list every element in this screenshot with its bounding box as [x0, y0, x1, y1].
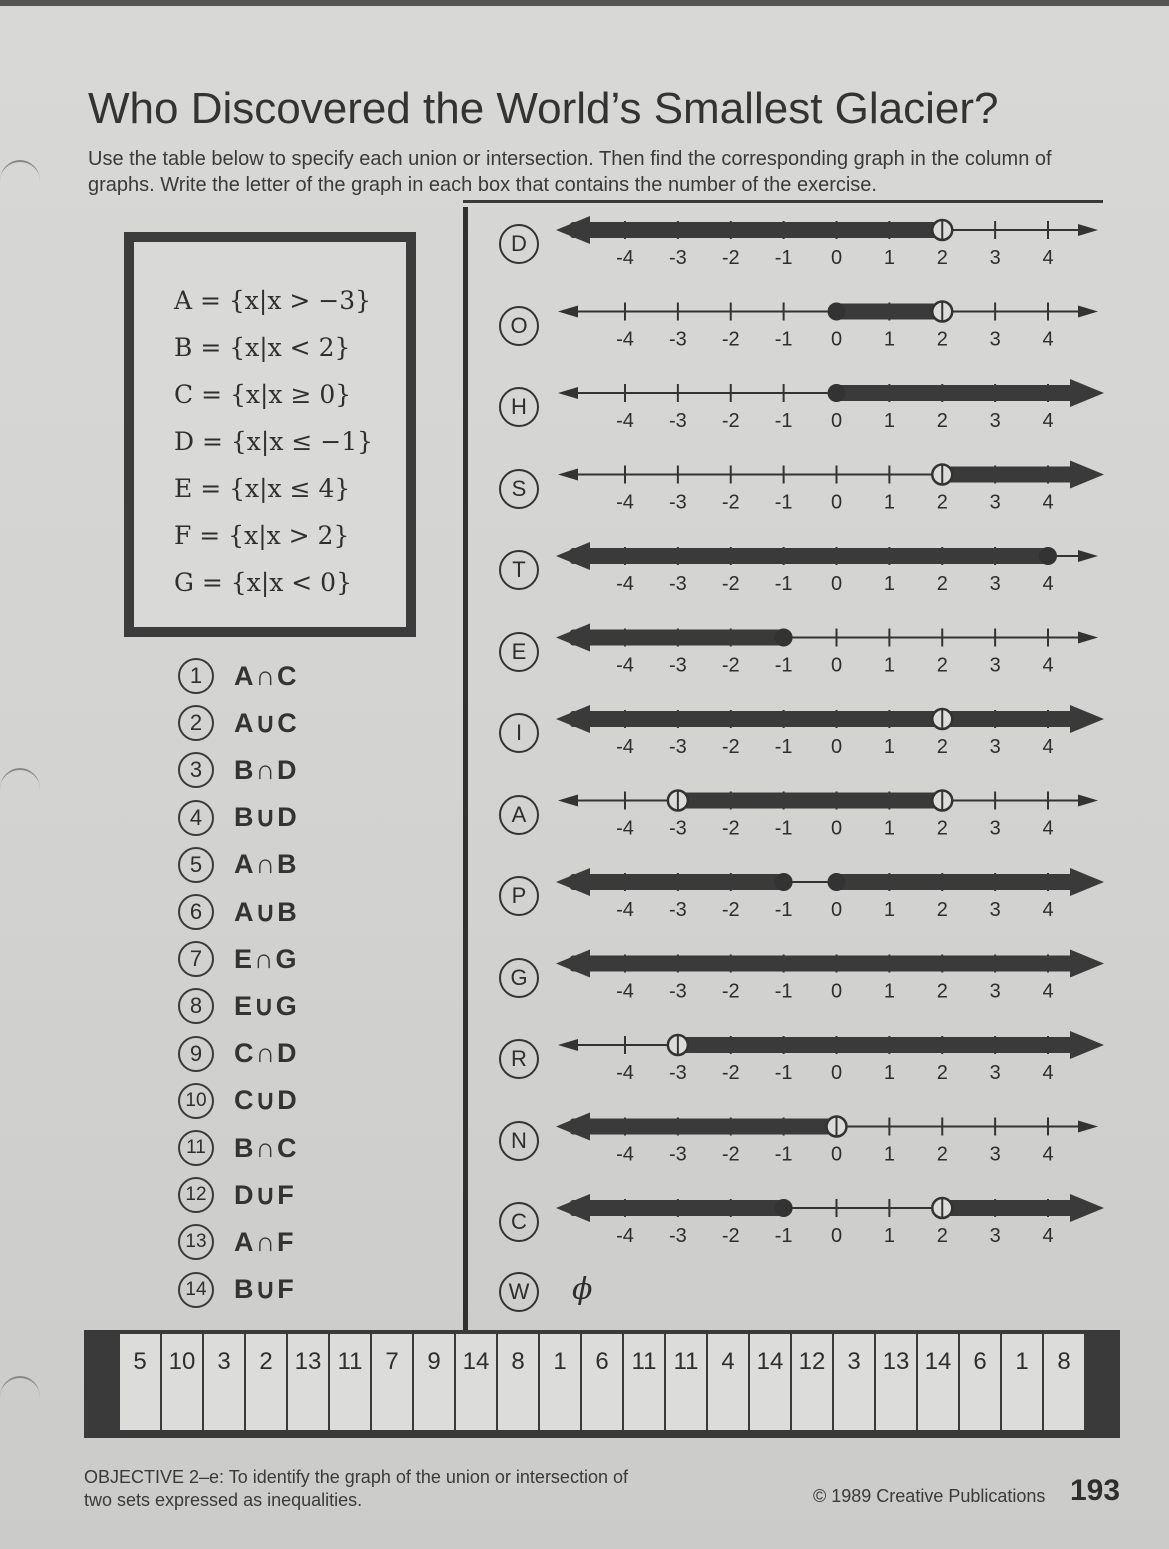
exercise-expression: D∪F [234, 1179, 296, 1210]
graph-letter: P [499, 876, 539, 916]
shaded-segment [942, 467, 1080, 483]
axis-arrow-right [1078, 224, 1098, 236]
answer-box[interactable]: 10 [162, 1334, 204, 1430]
tick-label: 1 [883, 817, 895, 840]
graph-letter: O [499, 306, 539, 346]
tick-label: 3 [989, 980, 1001, 1003]
shaded-arrow-left [556, 868, 590, 896]
tick-label: 0 [830, 410, 843, 432]
tick-label: 4 [1042, 1143, 1054, 1166]
tick-label: 3 [989, 1143, 1001, 1166]
tick-label: 0 [830, 1062, 843, 1084]
shaded-segment [678, 793, 942, 809]
tick-label: -2 [721, 1225, 740, 1247]
shaded-arrow-right [1070, 868, 1104, 896]
tick-label: -3 [668, 899, 687, 921]
shaded-segment [570, 874, 784, 890]
shaded-arrow-left [556, 950, 590, 978]
tick-label: 3 [989, 247, 1001, 269]
tick-label: -4 [616, 980, 634, 1003]
exercise-expression: E∪G [234, 990, 299, 1021]
number-line [556, 1194, 1104, 1247]
tick-label: -1 [774, 654, 793, 677]
answer-strip [84, 1330, 1120, 1438]
shaded-segment [837, 304, 943, 320]
answer-box[interactable]: 13 [876, 1334, 918, 1430]
answer-box[interactable]: 11 [330, 1334, 372, 1430]
exercise-number: 8 [178, 988, 214, 1024]
tick-label: -2 [721, 410, 740, 432]
tick-label: 0 [830, 1225, 843, 1247]
tick-label: 0 [830, 899, 843, 921]
shaded-segment [570, 222, 942, 238]
answer-box[interactable]: 2 [246, 1334, 288, 1430]
shaded-arrow-left [556, 1113, 590, 1141]
answer-box[interactable]: 7 [372, 1334, 414, 1430]
tick-label: -3 [668, 736, 687, 758]
tick-label: 2 [936, 980, 948, 1003]
tick-label: -1 [774, 573, 793, 595]
tick-label: 2 [936, 573, 948, 595]
tick-label: 4 [1042, 1225, 1054, 1247]
tick-label: -2 [721, 573, 740, 595]
exercise-expression: A∩B [234, 849, 299, 880]
answer-box[interactable]: 1 [540, 1334, 582, 1430]
tick-label: 4 [1042, 573, 1054, 595]
tick-label: 2 [936, 491, 948, 514]
shaded-segment [570, 630, 784, 646]
shaded-arrow-left [556, 624, 590, 652]
shaded-arrow-right [1070, 1194, 1104, 1222]
exercise-number: 9 [178, 1036, 214, 1072]
answer-box[interactable]: 11 [666, 1334, 708, 1430]
exercise-number: 12 [178, 1177, 214, 1213]
set-definition: B = {x|x < 2} [174, 333, 351, 362]
set-definition: A = {x|x > −3} [174, 286, 372, 315]
tick-label: -1 [774, 899, 793, 921]
tick-label: -2 [721, 736, 740, 758]
shaded-segment [837, 385, 1081, 401]
tick-label: 1 [883, 1225, 895, 1247]
set-definition: G = {x|x < 0} [174, 568, 352, 597]
graph-letter: G [499, 958, 539, 998]
answer-box[interactable]: 5 [120, 1334, 162, 1430]
shaded-segment [570, 1200, 784, 1216]
tick-label: -4 [616, 410, 634, 432]
tick-label: 0 [830, 736, 843, 758]
tick-label: 4 [1042, 247, 1054, 269]
shaded-arrow-left [556, 542, 590, 570]
axis-arrow-right [1078, 1121, 1098, 1133]
tick-label: -3 [668, 410, 687, 432]
set-definition: C = {x|x ≥ 0} [174, 380, 352, 409]
closed-endpoint [1039, 547, 1057, 565]
graph-letter: N [499, 1121, 539, 1161]
tick-label: 2 [936, 654, 948, 677]
tick-label: 0 [830, 247, 843, 269]
tick-label: -4 [616, 491, 634, 514]
exercise-expression: A∪C [234, 707, 299, 738]
exercise-expression: A∩C [234, 660, 299, 691]
tick-label: 0 [830, 573, 843, 595]
tick-label: -4 [616, 899, 634, 921]
tick-label: 4 [1042, 491, 1054, 514]
exercise-number: 14 [178, 1272, 214, 1308]
exercise-number: 13 [178, 1224, 214, 1260]
axis-arrow-right [1078, 632, 1098, 644]
tick-label: -2 [721, 899, 740, 921]
answer-box[interactable]: 8 [498, 1334, 540, 1430]
answer-box[interactable]: 11 [624, 1334, 666, 1430]
tick-label: 0 [830, 1143, 843, 1166]
exercise-number: 1 [178, 658, 214, 694]
tick-label: -3 [668, 980, 687, 1003]
shaded-arrow-right [1070, 1031, 1104, 1059]
tick-label: 2 [936, 1143, 948, 1166]
tick-label: -2 [721, 980, 740, 1003]
tick-label: -4 [616, 328, 634, 351]
tick-label: -3 [668, 491, 687, 514]
exercise-number: 10 [178, 1083, 214, 1119]
tick-label: -3 [668, 247, 687, 269]
tick-label: -4 [616, 1143, 634, 1166]
answer-box[interactable]: 14 [918, 1334, 960, 1430]
closed-endpoint [828, 384, 846, 402]
tick-label: -1 [774, 247, 793, 269]
tick-label: 3 [989, 573, 1001, 595]
tick-label: 2 [936, 328, 948, 351]
graph-letter: S [499, 469, 539, 509]
set-definition: F = {x|x > 2} [174, 521, 350, 550]
shaded-arrow-right [1070, 379, 1104, 407]
closed-endpoint [775, 1199, 793, 1217]
tick-label: -4 [616, 654, 634, 677]
tick-label: -4 [616, 573, 634, 595]
tick-label: 1 [883, 736, 895, 758]
graph-letter: A [499, 795, 539, 835]
answer-box[interactable]: 3 [834, 1334, 876, 1430]
tick-label: -4 [616, 247, 634, 269]
tick-label: 1 [883, 980, 895, 1003]
tick-label: 1 [883, 573, 895, 595]
shaded-segment [678, 1037, 1080, 1053]
closed-endpoint [775, 873, 793, 891]
axis-arrow-right [1078, 550, 1098, 562]
tick-label: 3 [989, 491, 1001, 514]
exercise-expression: C∪D [234, 1085, 299, 1116]
exercise-expression: B∩D [234, 754, 299, 785]
tick-label: -2 [721, 247, 740, 269]
tick-label: -1 [774, 817, 793, 840]
graph-letter: I [499, 713, 539, 753]
tick-label: -1 [774, 1143, 793, 1166]
number-line [558, 302, 1098, 351]
answer-box[interactable]: 1 [1002, 1334, 1044, 1430]
number-line [556, 1113, 1098, 1166]
tick-label: 4 [1042, 1062, 1054, 1084]
tick-label: 2 [936, 899, 948, 921]
tick-label: -2 [721, 491, 740, 514]
exercise-expression: B∪D [234, 802, 299, 833]
tick-label: 4 [1042, 980, 1054, 1003]
tick-label: 4 [1042, 654, 1054, 677]
shaded-segment [570, 711, 1080, 727]
answer-box[interactable]: 4 [708, 1334, 750, 1430]
tick-label: -1 [774, 980, 793, 1003]
number-line [556, 624, 1098, 677]
shaded-arrow-right [1070, 705, 1104, 733]
tick-label: 1 [883, 491, 895, 514]
tick-label: -1 [774, 328, 793, 351]
closed-endpoint [775, 629, 793, 647]
tick-label: 2 [936, 1225, 948, 1247]
answer-box[interactable]: 12 [792, 1334, 834, 1430]
answer-boxes [120, 1334, 1084, 1430]
empty-set-symbol: ϕ [572, 1272, 593, 1307]
tick-label: -3 [668, 328, 687, 351]
tick-label: 1 [883, 328, 895, 351]
tick-label: -4 [616, 1225, 634, 1247]
tick-label: -1 [774, 410, 793, 432]
axis-arrow-left [558, 387, 578, 399]
graph-letter: T [499, 550, 539, 590]
number-line [556, 216, 1098, 269]
axis-arrow-left [558, 469, 578, 481]
exercise-number: 6 [178, 894, 214, 930]
number-line [556, 868, 1104, 921]
exercise-number: 7 [178, 941, 214, 977]
page-title: Who Discovered the World’s Smallest Glacier? [88, 84, 999, 133]
tick-label: 2 [936, 247, 948, 269]
axis-arrow-left [558, 306, 578, 318]
tick-label: 2 [936, 410, 948, 432]
shaded-segment [570, 1119, 837, 1135]
tick-label: -1 [774, 1062, 793, 1084]
axis-arrow-left [558, 1039, 578, 1051]
tick-label: 1 [883, 247, 895, 269]
exercise-number: 5 [178, 847, 214, 883]
tick-label: 4 [1042, 410, 1054, 432]
shaded-arrow-right [1070, 950, 1104, 978]
tick-label: -3 [668, 654, 687, 677]
tick-label: -2 [721, 328, 740, 351]
answer-box[interactable]: 9 [414, 1334, 456, 1430]
graph-letter-w: W [499, 1272, 539, 1312]
tick-label: 3 [989, 654, 1001, 677]
copyright: © 1989 Creative Publications [813, 1486, 1046, 1506]
shaded-arrow-left [556, 216, 590, 244]
tick-label: -3 [668, 1143, 687, 1166]
tick-label: -4 [616, 736, 634, 758]
answer-box[interactable]: 6 [582, 1334, 624, 1430]
closed-endpoint [828, 873, 846, 891]
shaded-arrow-left [556, 705, 590, 733]
tick-label: -1 [774, 491, 793, 514]
graph-letter: E [499, 632, 539, 672]
number-line [558, 379, 1104, 432]
exercise-expression: C∩D [234, 1038, 299, 1069]
answer-box[interactable]: 14 [456, 1334, 498, 1430]
tick-label: -1 [774, 736, 793, 758]
number-line [556, 542, 1098, 595]
tick-label: 0 [830, 328, 843, 351]
tick-label: 3 [989, 899, 1001, 921]
shaded-segment [570, 548, 1048, 564]
tick-label: 0 [830, 980, 843, 1003]
number-line [556, 705, 1104, 758]
tick-label: 2 [936, 736, 948, 758]
tick-label: -2 [721, 654, 740, 677]
graph-letter: D [499, 224, 539, 264]
exercise-number: 3 [178, 752, 214, 788]
exercise-number: 4 [178, 800, 214, 836]
tick-label: 4 [1042, 899, 1054, 921]
shaded-segment [837, 874, 1081, 890]
exercise-number: 2 [178, 705, 214, 741]
shaded-segment [570, 956, 1080, 972]
tick-label: 1 [883, 654, 895, 677]
exercise-expression: A∪B [234, 896, 299, 927]
answer-box[interactable]: 6 [960, 1334, 1002, 1430]
set-definition: E = {x|x ≤ 4} [174, 474, 351, 503]
tick-label: 0 [830, 654, 843, 677]
shaded-arrow-left [556, 1194, 590, 1222]
graph-letter: C [499, 1202, 539, 1242]
tick-label: 4 [1042, 736, 1054, 758]
tick-label: 0 [830, 817, 843, 840]
tick-label: -4 [616, 1062, 634, 1084]
tick-label: -4 [616, 817, 634, 840]
axis-arrow-right [1078, 306, 1098, 318]
tick-label: -3 [668, 817, 687, 840]
tick-label: 1 [883, 1062, 895, 1084]
tick-label: -3 [668, 1062, 687, 1084]
tick-label: 3 [989, 736, 1001, 758]
exercise-expression: E∩G [234, 943, 299, 974]
tick-label: 0 [830, 491, 843, 514]
graph-letter: R [499, 1039, 539, 1079]
answer-box[interactable]: 3 [204, 1334, 246, 1430]
tick-label: -1 [774, 1225, 793, 1247]
shaded-arrow-right [1070, 461, 1104, 489]
axis-arrow-left [558, 795, 578, 807]
tick-label: 3 [989, 328, 1001, 351]
number-line [558, 791, 1098, 840]
number-line [558, 1031, 1104, 1084]
tick-label: -2 [721, 1143, 740, 1166]
answer-box[interactable]: 14 [750, 1334, 792, 1430]
page-number: 193 [1070, 1474, 1121, 1507]
axis-arrow-right [1078, 795, 1098, 807]
answer-box[interactable]: 8 [1057, 1348, 1071, 1375]
objective-text: OBJECTIVE 2–e: To identify the graph of the union or intersection of two sets expressed as inequalities. [84, 1467, 628, 1510]
tick-label: -2 [721, 1062, 740, 1084]
tick-label: 1 [883, 1143, 895, 1166]
tick-label: 3 [989, 410, 1001, 432]
tick-label: 1 [883, 899, 895, 921]
tick-label: 2 [936, 817, 948, 840]
closed-endpoint [828, 303, 846, 321]
set-definition: D = {x|x ≤ −1} [174, 427, 374, 456]
tick-label: -2 [721, 817, 740, 840]
tick-label: -3 [668, 1225, 687, 1247]
exercise-expression: B∩C [234, 1132, 299, 1163]
graph-letter: H [499, 387, 539, 427]
number-line [556, 950, 1104, 1003]
answer-box[interactable]: 13 [288, 1334, 330, 1430]
exercise-expression: A∩F [234, 1226, 296, 1257]
tick-label: 4 [1042, 328, 1054, 351]
tick-label: 3 [989, 1225, 1001, 1247]
tick-label: -3 [668, 573, 687, 595]
instructions: Use the table below to specify each union or intersection. Then find the corresponding graph in the column of graphs. Write the letter of the graph in each box that contains the number of the exercise. [88, 148, 1052, 196]
tick-label: 3 [989, 817, 1001, 840]
tick-label: 2 [936, 1062, 948, 1084]
tick-label: 3 [989, 1062, 1001, 1084]
shaded-segment [942, 1200, 1080, 1216]
exercise-expression: B∪F [234, 1274, 296, 1305]
tick-label: 4 [1042, 817, 1054, 840]
exercise-number: 11 [178, 1130, 214, 1166]
tick-label: 1 [883, 410, 895, 432]
number-line [558, 461, 1104, 514]
